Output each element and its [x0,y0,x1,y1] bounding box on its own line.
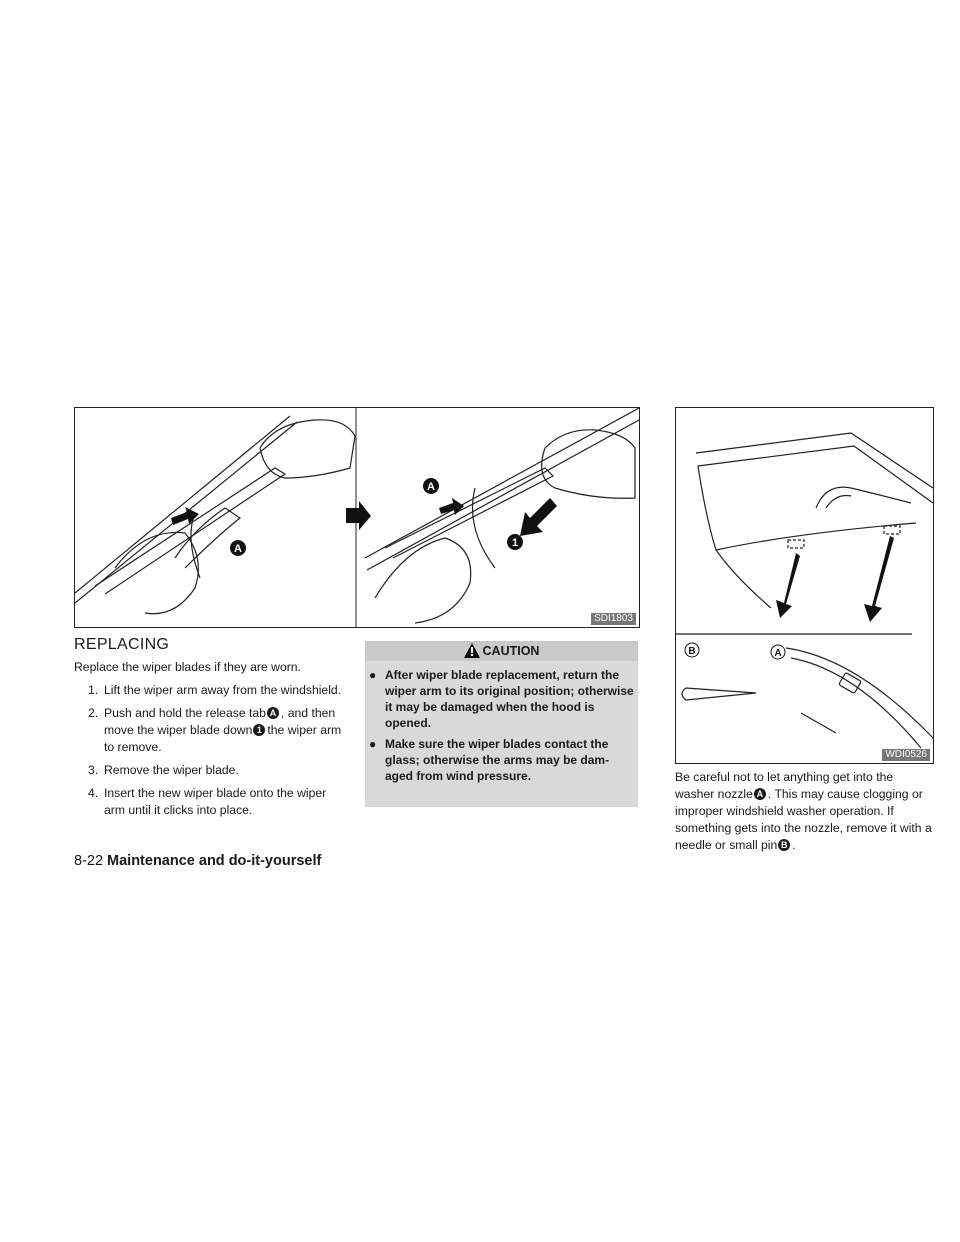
ref-a-badge: A [754,788,766,800]
step-item: 1. Lift the wiper arm away from the windshield. [88,683,342,697]
bullet-icon: ● [369,737,377,751]
ref-a-badge: A [267,707,279,719]
page-number: 8-22 [74,853,104,869]
step-item: 2. Push and hold the release tab A , and then move the wiper blade down 1 the wiper arm to remove. [88,706,342,754]
bullet-icon: ● [369,668,377,682]
section-heading: REPLACING [74,636,170,653]
chapter-title: Maintenance and do-it-yourself [107,853,322,869]
step-item: 4. Insert the new wiper blade onto the wiper arm until it clicks into place. [88,786,327,817]
figure-code: SDI1803 [591,613,636,625]
caution-header [365,641,638,661]
svg-text:1: 1 [511,537,519,549]
caution-title: CAUTION [482,644,540,658]
ref-1-badge: 1 [253,724,265,736]
warning-icon [464,643,480,658]
caution-item: ● Make sure the wiper blades contact the glass; otherwise the arms may be dam- aged from wind pressure. [369,737,610,783]
steps-list [74,682,346,819]
caution-item: ● After wiper blade replacement, return the wiper arm to its original position; otherwise it may be damaged when the hood is opened. [369,668,634,730]
intro-text: Replace the wiper blades if they are worn. [74,660,301,674]
ref-b-badge: B [778,839,790,851]
washer-nozzle-figure [675,407,934,764]
figure-code: WDI0526 [882,749,930,761]
svg-text:A: A [234,543,242,555]
svg-text:A: A [774,648,782,659]
wiper-removal-figure [74,407,640,628]
washer-nozzle-illustration [676,408,933,763]
svg-text:A: A [427,481,435,493]
step-item: 3. Remove the wiper blade. [88,763,239,777]
nozzle-section [675,769,932,854]
nozzle-text: Be careful not to let anything get into the washer nozzle A . This may cause clogging or improper windshield washer operation. If something gets into the nozzle, remove it with a needle or small pin B . [675,770,932,852]
page-footer [74,853,321,869]
replacing-section [74,659,346,825]
wiper-removal-illustration [75,408,639,627]
caution-box [365,641,638,807]
caution-list [365,667,638,784]
svg-text:B: B [688,646,696,657]
